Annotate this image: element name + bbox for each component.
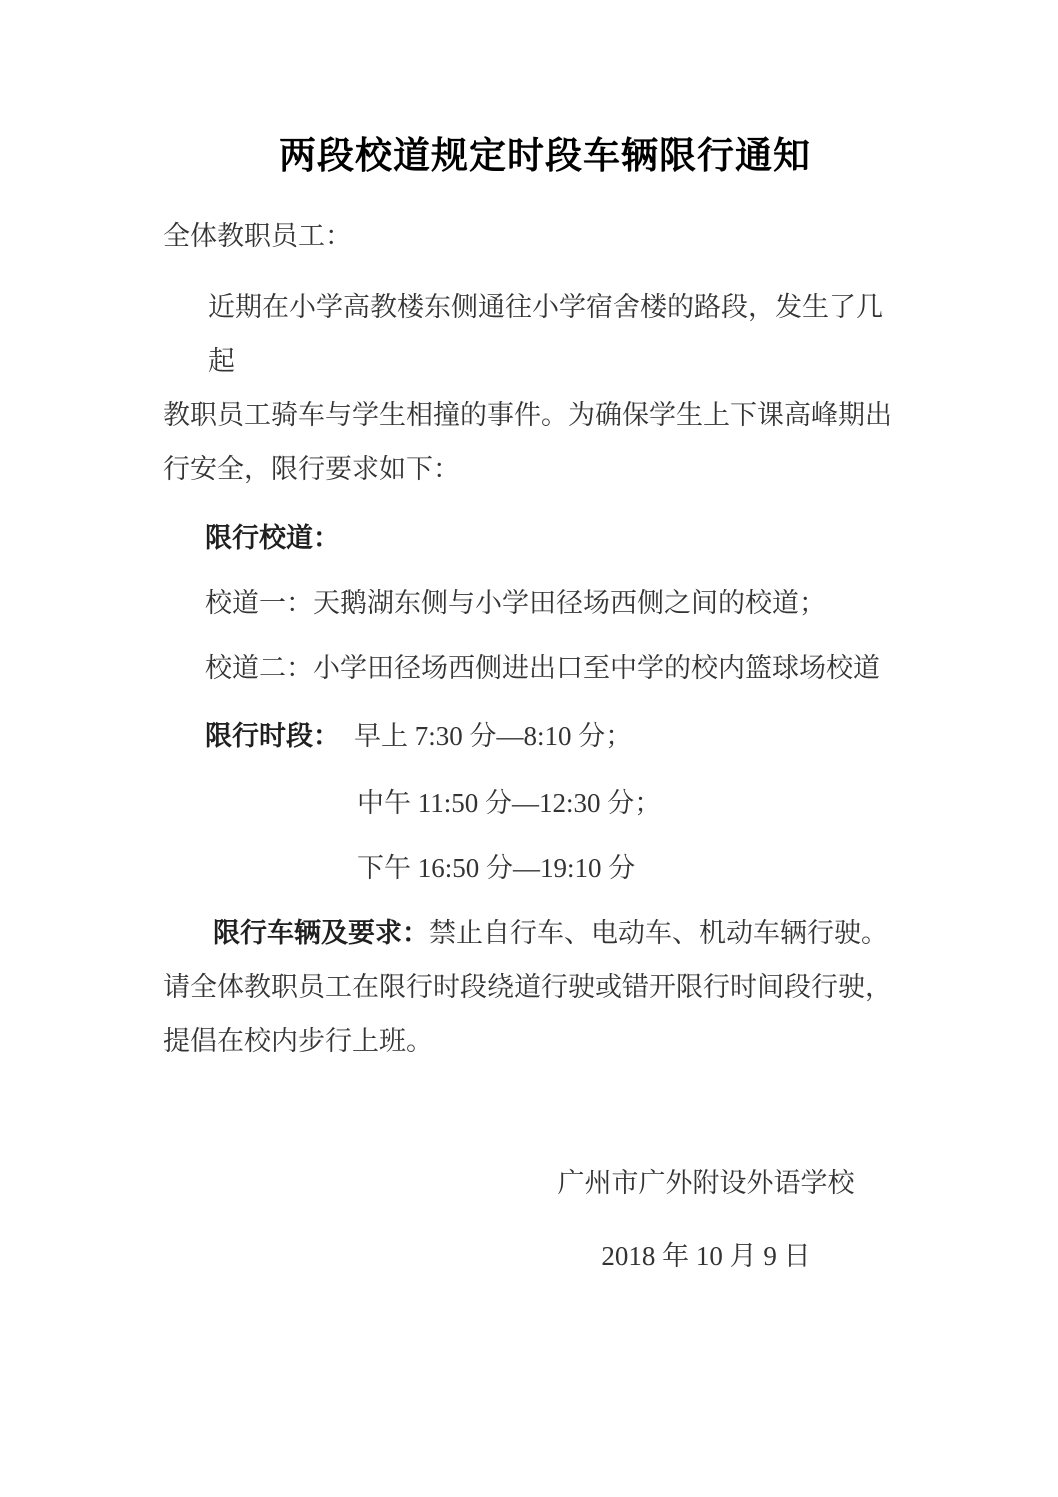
restricted-vehicles-paragraph: [163, 906, 903, 1068]
document-title: 两段校道规定时段车辆限行通知: [279, 135, 811, 176]
salutation: 全体教职员工：: [163, 221, 352, 251]
vehicles-line-1: [163, 906, 903, 960]
time-item-3: 下午 16:50 分—19:10 分: [357, 853, 636, 883]
intro-paragraph: [163, 280, 903, 496]
road-item-2: 校道二：小学田径场西侧进出口至中学的校内篮球场校道: [205, 653, 880, 683]
restricted-times-label: 限行时段：: [205, 721, 340, 751]
intro-line-2: 教职员工骑车与学生相撞的事件。为确保学生上下课高峰期出: [163, 400, 892, 430]
restricted-roads-label: 限行校道：: [205, 523, 340, 553]
signature-date: 2018 年 10 月 9 日: [601, 1241, 811, 1271]
time-item-2: 中午 11:50 分—12:30 分；: [357, 788, 662, 818]
road-item-1: 校道一：天鹅湖东侧与小学田径场西侧之间的校道；: [205, 588, 826, 618]
vehicles-line-2: 请全体教职员工在限行时段绕道行驶或错开限行时间段行驶，: [163, 972, 892, 1002]
intro-line-3: 行安全，限行要求如下：: [163, 454, 460, 484]
restricted-times-heading: [163, 709, 903, 763]
restricted-vehicles-label: 限行车辆及要求：: [213, 918, 429, 948]
vehicles-line-3: 提倡在校内步行上班。: [163, 1026, 433, 1056]
intro-line-1: 近期在小学高教楼东侧通往小学宿舍楼的路段，发生了几起: [208, 292, 883, 376]
signature-organization: 广州市广外附设外语学校: [557, 1168, 855, 1198]
time-item-1: 早上 7:30 分—8:10 分；: [354, 721, 633, 751]
vehicles-text-1: 禁止自行车、电动车、机动车辆行驶。: [429, 918, 888, 948]
signature-block: [336, 1156, 1058, 1283]
restricted-roads-heading: [163, 511, 903, 565]
